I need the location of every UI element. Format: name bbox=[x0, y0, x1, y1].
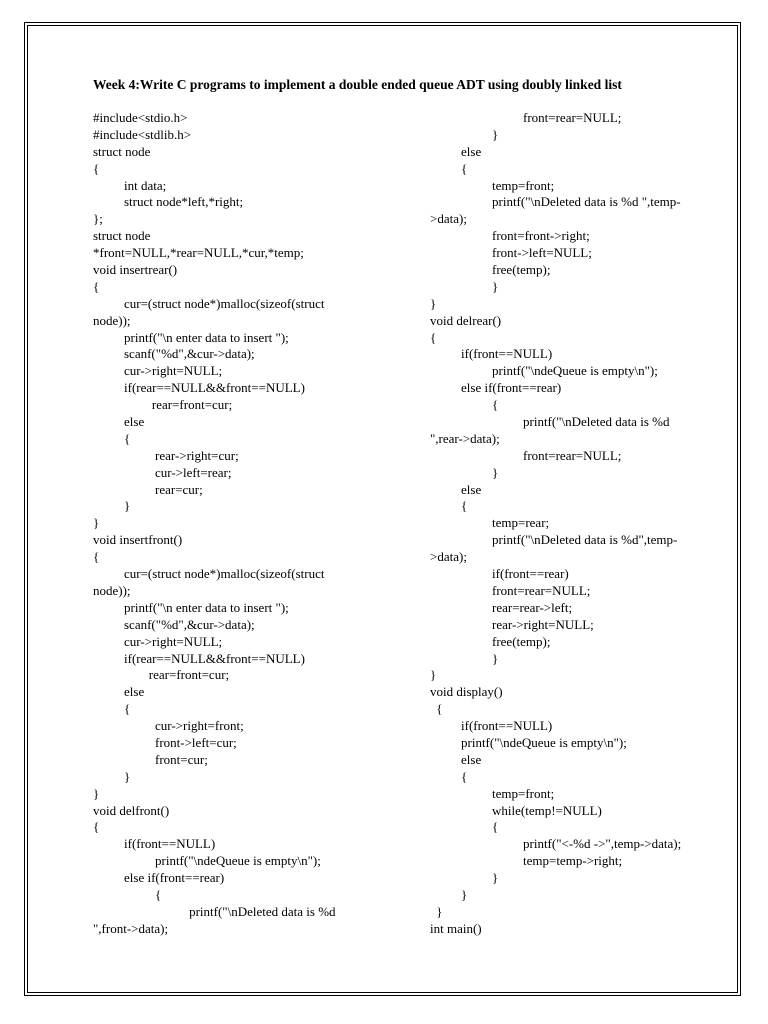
code-line: >data); bbox=[430, 549, 467, 565]
code-line: } bbox=[492, 126, 499, 142]
document-title: Week 4:Write C programs to implement a double ended queue ADT using doubly linked list bbox=[93, 77, 622, 92]
code-line: while(temp!=NULL) bbox=[492, 802, 602, 818]
code-line: } bbox=[492, 464, 499, 480]
code-line: printf("\ndeQueue is empty\n"); bbox=[461, 734, 627, 750]
code-line: *front=NULL,*rear=NULL,*cur,*temp; bbox=[93, 245, 304, 261]
code-line: void display() bbox=[430, 684, 503, 700]
code-line: } bbox=[492, 870, 499, 886]
code-line: scanf("%d",&cur->data); bbox=[124, 346, 255, 362]
code-line: printf("<-%d ->",temp->data); bbox=[523, 836, 682, 852]
code-line: front->left=NULL; bbox=[492, 245, 592, 261]
code-line: printf("\nDeleted data is %d",temp- bbox=[492, 532, 678, 548]
code-line: { bbox=[124, 701, 131, 717]
code-line: rear=cur; bbox=[155, 481, 203, 497]
code-line: { bbox=[461, 160, 468, 176]
code-line: cur->right=front; bbox=[155, 718, 244, 734]
code-line: } bbox=[124, 498, 131, 514]
code-line: printf("\n enter data to insert "); bbox=[124, 329, 289, 345]
code-line: node)); bbox=[93, 312, 131, 328]
code-line: } bbox=[124, 768, 131, 784]
code-line: cur->right=NULL; bbox=[124, 633, 223, 649]
code-line: void delrear() bbox=[430, 312, 502, 328]
code-line: } bbox=[430, 667, 437, 683]
code-line: { bbox=[93, 819, 100, 835]
code-line: { bbox=[492, 819, 499, 835]
code-line: void delfront() bbox=[93, 802, 170, 818]
code-line: { bbox=[155, 886, 162, 902]
code-line: }; bbox=[93, 211, 103, 227]
code-line: rear=rear->left; bbox=[492, 599, 573, 615]
code-line: rear=front=cur; bbox=[151, 397, 233, 413]
code-line: free(temp); bbox=[492, 633, 551, 649]
code-line: } bbox=[430, 295, 437, 311]
code-line: if(front==rear) bbox=[492, 566, 569, 582]
code-line: { bbox=[436, 701, 443, 717]
code-line: { bbox=[124, 430, 131, 446]
code-line: rear=front=cur; bbox=[148, 667, 230, 683]
code-line: struct node bbox=[93, 228, 151, 244]
code-line: scanf("%d",&cur->data); bbox=[124, 616, 255, 632]
code-line: else bbox=[461, 143, 482, 159]
code-line: printf("\n enter data to insert "); bbox=[124, 599, 289, 615]
code-line: temp=temp->right; bbox=[523, 853, 623, 869]
code-line: free(temp); bbox=[492, 262, 551, 278]
code-line: front->left=cur; bbox=[155, 734, 237, 750]
code-line: } bbox=[492, 278, 499, 294]
code-line: #include<stdio.h> bbox=[93, 110, 188, 125]
code-line: void insertrear() bbox=[93, 262, 178, 278]
code-line: if(rear==NULL&&front==NULL) bbox=[124, 380, 305, 396]
code-line: int main() bbox=[430, 920, 482, 936]
code-line: { bbox=[93, 160, 100, 176]
code-column-left bbox=[93, 110, 423, 938]
code-line: cur=(struct node*)malloc(sizeof(struct bbox=[124, 566, 325, 582]
code-line: temp=front; bbox=[492, 785, 555, 801]
code-line: { bbox=[461, 768, 468, 784]
code-line: #include<stdlib.h> bbox=[93, 126, 192, 142]
code-line: { bbox=[430, 329, 437, 345]
code-line: front=rear=NULL; bbox=[523, 447, 622, 463]
code-line: front=front->right; bbox=[492, 228, 590, 244]
code-line: ",rear->data); bbox=[430, 430, 500, 446]
code-line: rear->right=cur; bbox=[155, 447, 239, 463]
code-line: { bbox=[461, 498, 468, 514]
code-line: if(rear==NULL&&front==NULL) bbox=[124, 650, 305, 666]
code-line: else bbox=[461, 481, 482, 497]
code-line: cur->left=rear; bbox=[155, 464, 232, 480]
code-line: } bbox=[436, 903, 443, 919]
code-line: if(front==NULL) bbox=[461, 346, 553, 362]
code-line: front=cur; bbox=[155, 751, 208, 767]
code-line: node)); bbox=[93, 582, 131, 598]
code-line: else bbox=[124, 684, 145, 700]
code-line: printf("\nDeleted data is %d ",temp- bbox=[492, 194, 681, 210]
code-line: else if(front==rear) bbox=[461, 380, 562, 396]
code-line: cur=(struct node*)malloc(sizeof(struct bbox=[124, 295, 325, 311]
code-line: rear->right=NULL; bbox=[492, 616, 594, 632]
code-line: } bbox=[492, 650, 499, 666]
code-line: printf("\nDeleted data is %d bbox=[523, 414, 670, 430]
code-line: temp=rear; bbox=[492, 515, 550, 531]
code-line: printf("\ndeQueue is empty\n"); bbox=[155, 853, 321, 869]
code-column-right bbox=[430, 110, 730, 938]
code-line: ",front->data); bbox=[93, 920, 169, 936]
code-line: { bbox=[93, 549, 100, 565]
code-line: if(front==NULL) bbox=[124, 836, 216, 852]
code-line: printf("\ndeQueue is empty\n"); bbox=[492, 363, 658, 379]
code-line: else bbox=[124, 414, 145, 430]
code-line: front=rear=NULL; bbox=[492, 582, 591, 598]
code-line: void insertfront() bbox=[93, 532, 183, 548]
code-line: if(front==NULL) bbox=[461, 718, 553, 734]
code-line: } bbox=[461, 886, 468, 902]
code-line: { bbox=[93, 278, 100, 294]
code-line: printf("\nDeleted data is %d bbox=[189, 903, 336, 919]
code-line: int data; bbox=[124, 177, 167, 193]
code-line: struct node bbox=[93, 143, 151, 159]
code-line: { bbox=[492, 397, 499, 413]
code-line: else bbox=[461, 751, 482, 767]
code-line: else if(front==rear) bbox=[124, 870, 225, 886]
code-line: } bbox=[93, 785, 100, 801]
code-line: >data); bbox=[430, 211, 467, 227]
code-line: temp=front; bbox=[492, 177, 555, 193]
code-line: struct node*left,*right; bbox=[124, 194, 244, 210]
code-line: front=rear=NULL; bbox=[523, 110, 622, 125]
code-line: } bbox=[93, 515, 100, 531]
code-line: cur->right=NULL; bbox=[124, 363, 223, 379]
